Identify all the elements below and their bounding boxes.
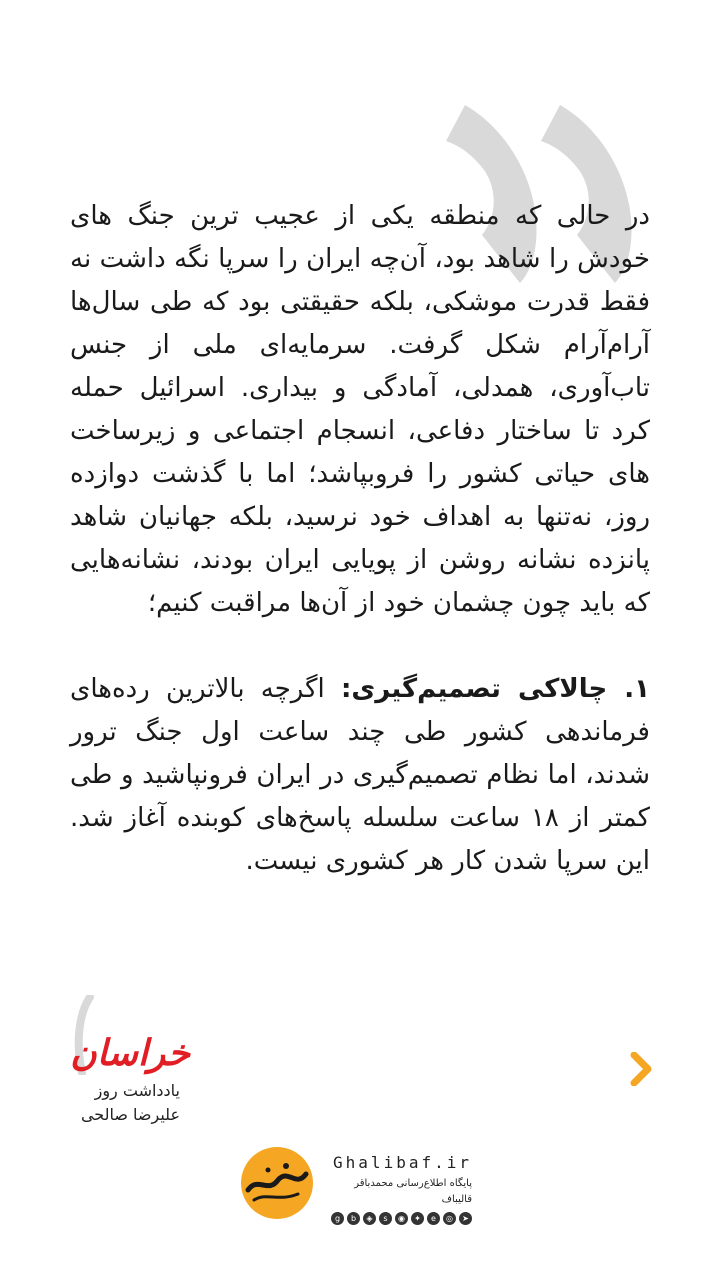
brand-name: خراسان: [70, 1032, 190, 1074]
instagram-icon[interactable]: ◎: [443, 1212, 456, 1225]
site-description: پایگاه اطلاع‌رسانی محمدباقر قالیباف: [354, 1178, 472, 1205]
point-one-body: اگرچه بالاترین رده‌های فرماندهی کشور طی چند ساعت اول جنگ ترور شدند، اما نظام تصمیم‌گیری در ایران فرونپاشید و طی کمتر از ۱۸ ساعت سلسله پاسخ‌های کوبنده آغاز شد. این سرپا شدن کار هر کشوری نیست.: [70, 674, 650, 876]
gap-icon[interactable]: g: [331, 1212, 344, 1225]
bale-icon[interactable]: b: [347, 1212, 360, 1225]
telegram-icon[interactable]: ➤: [459, 1212, 472, 1225]
source-caption: [40, 1079, 180, 1127]
intro-paragraph: در حالی که منطقه یکی از عجیب ترین جنگ های خودش را شاهد بود، آن‌چه ایران را سرپا نگه داشت نه فقط قدرت موشکی، بلکه حقیقتی بود که طی سال‌ها آرام‌آرام شکل گرفت. سرمایه‌ای ملی از جنس تاب‌آوری، همدلی، آمادگی و بیداری. اسرائیل حمله کرد تا ساختار دفاعی، انسجام اجتماعی و زیرساخت های حیاتی کشور را فروبپاشد؛ اما با گذشت دوازده روز، نه‌تنها به اهداف خود نرسید، بلکه جهانیان شاهد پانزده نشانه روشن از پویایی ایران بودند، نشانه‌هایی که باید چون چشمان خود از آن‌ها مراقبت کنیم؛: [70, 201, 650, 618]
article-body: [70, 195, 650, 883]
point-one-title: ۱. چالاکی تصمیم‌گیری:: [340, 674, 650, 704]
site-url[interactable]: Ghalibaf.ir: [333, 1153, 472, 1172]
author-name: علیرضا صالحی: [80, 1105, 180, 1124]
ghalibaf-logo: [238, 1146, 316, 1220]
twitter-icon[interactable]: ✦: [411, 1212, 424, 1225]
soroush-icon[interactable]: s: [379, 1212, 392, 1225]
eitaa-icon[interactable]: e: [427, 1212, 440, 1225]
next-arrow-icon[interactable]: [626, 1052, 654, 1086]
section-label: یادداشت روز: [94, 1081, 180, 1100]
point-one-paragraph: [70, 668, 650, 883]
khorasan-logo: [60, 995, 200, 1135]
aparat-icon[interactable]: ◉: [395, 1212, 408, 1225]
rubika-icon[interactable]: ◈: [363, 1212, 376, 1225]
footer-info: [322, 1152, 472, 1225]
social-icons: [322, 1212, 472, 1225]
